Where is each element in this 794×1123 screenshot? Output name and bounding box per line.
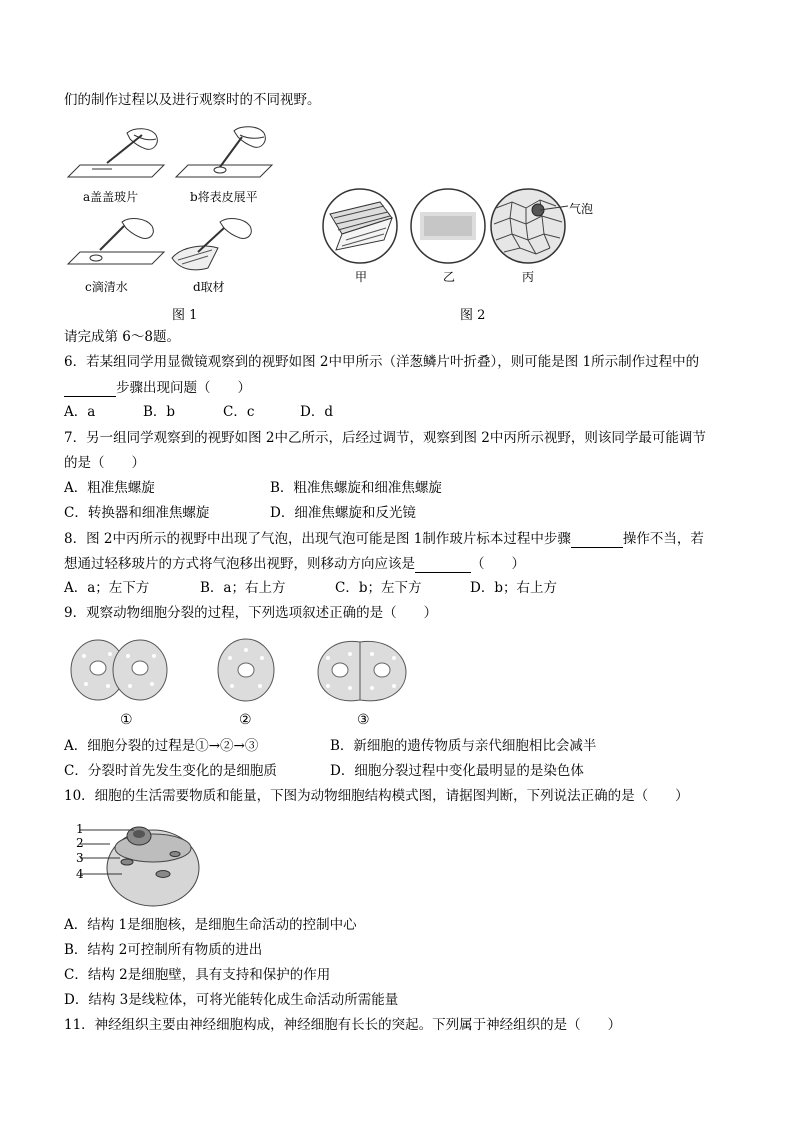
step-a-label: a盖盖玻片 [83,190,139,204]
cell-structure-label-1: 1 [76,822,84,836]
cell-1-illustration [70,636,170,706]
q8-blank-2 [415,554,471,573]
q9-option-b: B．新细胞的遗传物质与亲代细胞相比会减半 [330,738,597,754]
cell-2-illustration [218,636,278,706]
q6-option-d: D．d [300,404,333,420]
q8-blank-1 [571,529,623,548]
q7-stem-line2: 的是（ ） [64,455,145,471]
q7-stem-line1: 7．另一组同学观察到的视野如图 2中乙所示，后经过调节，观察到图 2中丙所示视野，则该同学最可能调节 [64,430,706,446]
q9-option-d: D．细胞分裂过程中变化最明显的是染色体 [330,763,584,779]
q9-option-a: A．细胞分裂的过程是①→②→③ [64,738,259,754]
cell-2-label: ② [239,712,252,728]
q9-stem: 9．观察动物细胞分裂的过程，下列选项叙述正确的是（ ） [64,605,438,621]
bubble-pointer-line [540,200,570,220]
step-c-illustration [72,218,172,278]
q6-option-c: C．c [223,404,255,420]
q11-stem: 11．神经组织主要由神经细胞构成，神经细胞有长长的突起。下列属于神经组织的是（ ） [64,1017,622,1033]
cell-structure-label-4: 4 [76,867,84,881]
view-yi-circle [410,188,490,268]
q10-option-d: D．结构 3是线粒体，可将光能转化成生命活动所需能量 [64,992,399,1008]
step-c-label: c滴清水 [85,280,128,294]
view-yi-label: 乙 [443,270,456,284]
q10-option-a: A．结构 1是细胞核，是细胞生命活动的控制中心 [64,917,357,933]
q8-option-d: D．b；右上方 [470,580,557,596]
view-jia-circle [322,188,402,268]
q8-stem-line1: 8．图 2中丙所示的视野中出现了气泡，出现气泡可能是图 1制作玻片标本过程中步骤 操作不当，若 [64,531,704,547]
step-d-illustration [168,218,268,278]
q7-option-b: B．粗准焦螺旋和细准焦螺旋 [270,480,442,496]
step-b-label: b将表皮展平 [190,190,258,204]
cell-1-label: ① [120,712,133,728]
q7-option-d: D．细准焦螺旋和反光镜 [270,505,416,521]
cell-structure-label-2: 2 [76,836,84,850]
q8-option-a: A．a；左下方 [64,580,150,596]
animal-cell-pointer-lines [80,824,140,884]
q8-option-b: B．a；右上方 [200,580,286,596]
q10-option-c: C．结构 2是细胞壁，具有支持和保护的作用 [64,967,331,983]
q9-option-c: C．分裂时首先发生变化的是细胞质 [64,763,277,779]
q7-option-c: C．转换器和细准焦螺旋 [64,505,210,521]
q6-blank [64,378,116,397]
cell-structure-label-3: 3 [76,851,84,865]
view-bing-label: 丙 [522,270,535,284]
cell-3-label: ③ [357,712,370,728]
cell-3-illustration [314,636,414,706]
q8-stem-line2: 想通过轻移玻片的方式将气泡移出视野，则移动方向应该是 （ ） [64,556,525,572]
q6-stem-line2: 步骤出现问题（ ） [64,378,251,397]
view-jia-label: 甲 [355,270,368,284]
figure-2-caption: 图 2 [460,308,486,323]
q6-option-a: A．a [64,404,96,420]
q6-option-b: B．b [143,404,176,420]
q6-stem-line1: 6．若某组同学用显微镜观察到的视野如图 2中甲所示（洋葱鳞片叶折叠），则可能是图 1所示制作过程中的 [64,354,700,370]
intro-text: 们的制作过程以及进行观察时的不同视野。 [64,92,321,108]
step-a-illustration [72,125,172,185]
q10-stem: 10．细胞的生活需要物质和能量，下图为动物细胞结构模式图，请据图判断，下列说法正确的是（ ） [64,788,689,804]
instruction-text: 请完成第 6～8题。 [64,329,180,345]
step-b-illustration [180,125,280,185]
bubble-label: 气泡 [569,202,594,216]
q8-option-c: C．b；左下方 [335,580,422,596]
step-d-label: d取材 [193,280,225,294]
q10-option-b: B．结构 2可控制所有物质的进出 [64,942,263,958]
figure-1-caption: 图 1 [172,308,198,323]
q7-option-a: A．粗准焦螺旋 [64,480,155,496]
